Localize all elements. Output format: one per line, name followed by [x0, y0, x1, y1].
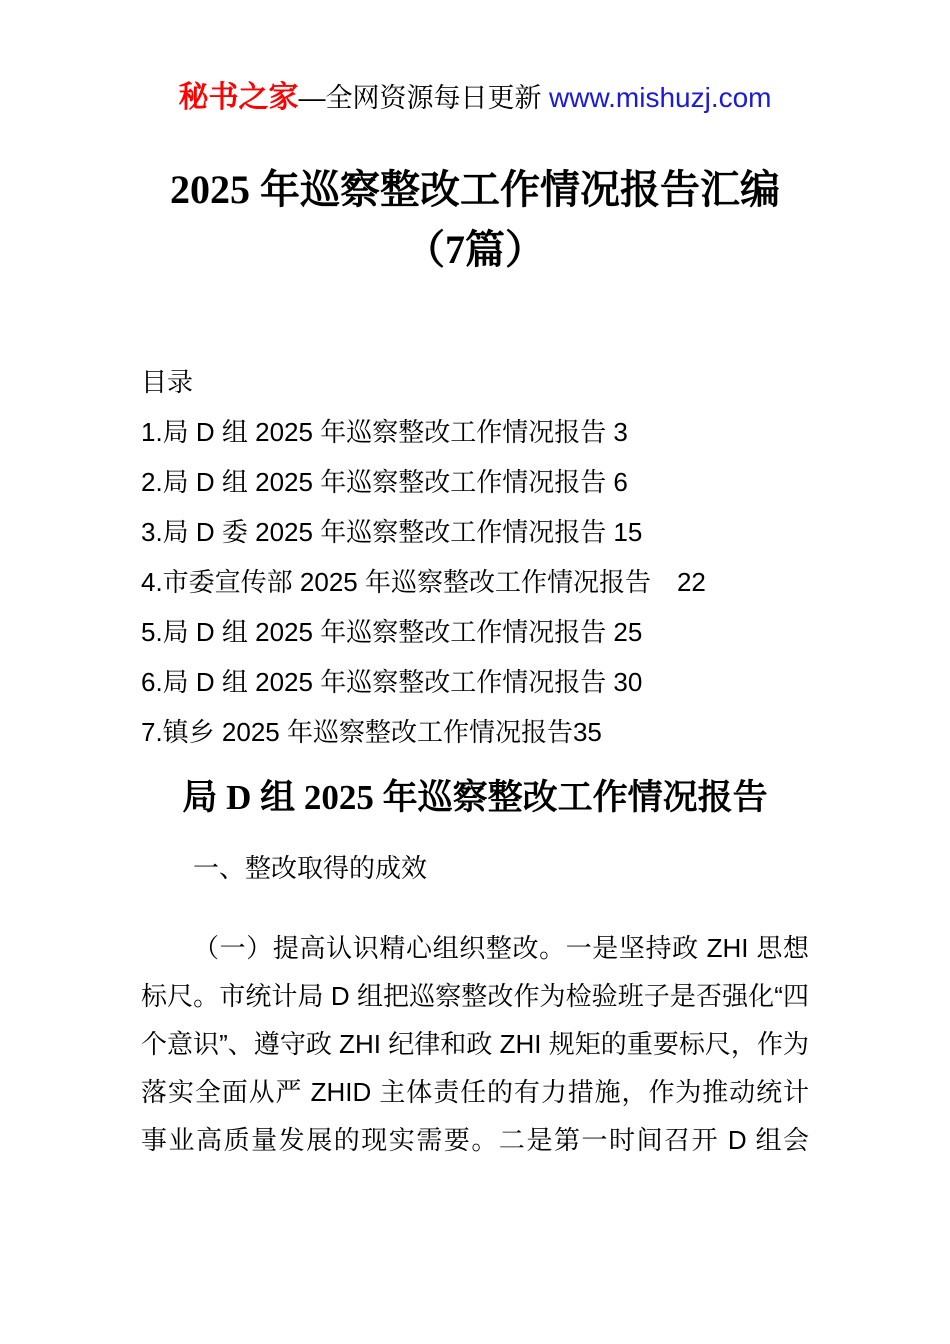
- toc-entry-5: 5.局 D 组 2025 年巡察整改工作情况报告 25: [141, 617, 643, 647]
- toc-heading: 目录: [141, 367, 194, 397]
- site-url-link[interactable]: www.mishuzj.com: [549, 82, 772, 113]
- toc-entry-6: 6.局 D 组 2025 年巡察整改工作情况报告 30: [141, 667, 643, 697]
- document-title: 2025 年巡察整改工作情况报告汇编（7篇）: [170, 167, 780, 272]
- toc-entry-1: 1.局 D 组 2025 年巡察整改工作情况报告 3: [141, 417, 628, 447]
- site-header: [0, 80, 950, 116]
- toc-entry-3: 3.局 D 委 2025 年巡察整改工作情况报告 15: [141, 517, 643, 547]
- body-paragraph: （一）提高认识精心组织整改。一是坚持政 ZHI 思想标尺。市统计局 D 组把巡察整改作为检验班子是否强化“四个意识”、遵守政 ZHI 纪律和政 ZHI 规矩的重要标尺，作为落实全面从严 ZHID 主体责任的有力措施，作为推动统计事业高质量发展的现实需要。二是第一时间召开 D 组会: [141, 933, 809, 1155]
- toc-entry-4: 4.市委宣传部 2025 年巡察整改工作情况报告 22: [141, 567, 706, 597]
- brand-name: 秘书之家: [178, 81, 299, 114]
- toc-entry-2: 2.局 D 组 2025 年巡察整改工作情况报告 6: [141, 467, 628, 497]
- site-tagline: —全网资源每日更新: [298, 83, 550, 113]
- section-title: 局 D 组 2025 年巡察整改工作情况报告: [182, 778, 768, 817]
- toc-entry-7: 7.镇乡 2025 年巡察整改工作情况报告35: [141, 717, 602, 747]
- table-of-contents: [141, 357, 809, 757]
- section-heading: 一、整改取得的成效: [193, 853, 428, 883]
